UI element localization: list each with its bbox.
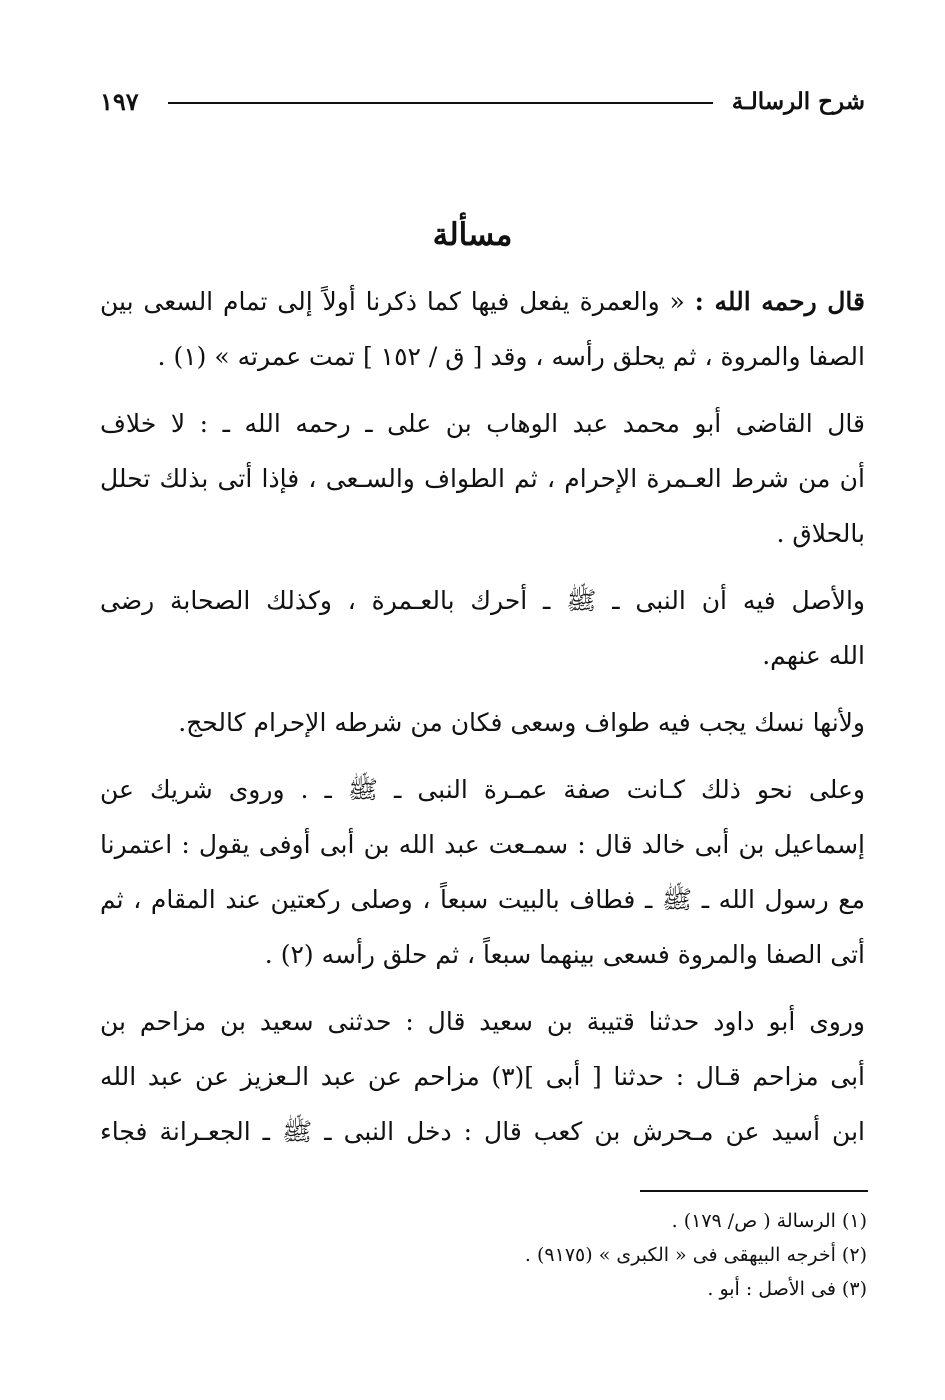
paragraph-5 <box>100 762 865 982</box>
paragraph-line: وعلى نحو ذلك كـانت صفة عمـرة النبى ـ ﷺ ـ . وروى شريك عن <box>100 775 865 804</box>
running-title: شرح الرسالـة <box>731 88 865 115</box>
footnote-separator <box>640 1190 868 1192</box>
paragraph-line <box>100 274 865 329</box>
paragraph-line: والأصل فيه أن النبى ـ ﷺ ـ أحرك بالعـمرة ، وكذلك الصحابة رضى <box>100 586 865 615</box>
paragraph-line: الصفا والمروة ، ثم يحلق رأسه ، وقد [ ق / ١٥٢ ] تمت عمرته » (١) . <box>157 342 865 371</box>
paragraph-line: ابن أسيد عن مـحرش بن كعب قال : دخل النبى ـ ﷺ ـ الجعـرانة فجاء <box>100 1117 865 1146</box>
paragraph-line: وروى أبو داود حدثنا قتيبة بن سعيد قال : حدثنى سعيد بن مزاحم بن <box>100 1007 865 1036</box>
paragraph-3 <box>100 573 865 683</box>
paragraph-6 <box>100 994 865 1159</box>
quote-text: « والعمرة يفعل فيها كما ذكرنا أولاً إلى تمام السعى بين <box>100 287 685 316</box>
running-header <box>100 82 865 122</box>
paragraph-line: ولأنها نسك يجب فيه طواف وسعى فكان من شرطه الإحرام كالحج. <box>178 708 865 737</box>
paragraph-line: أن من شرط العـمرة الإحرام ، ثم الطواف والسـعى ، فإذا أتى بذلك تحلل <box>100 464 865 493</box>
body-text <box>100 274 865 1171</box>
header-rule <box>168 102 713 104</box>
paragraph-line: أتى الصفا والمروة فسعى بينهما سبعاً ، ثم حلق رأسه (٢) . <box>264 940 865 969</box>
paragraph-1 <box>100 274 865 384</box>
paragraph-line: مع رسول الله ـ ﷺ ـ فطاف بالبيت سبعاً ، وصلى ركعتين عند المقام ، ثم <box>100 885 865 914</box>
footnote-1: (١) الرسالة ( ص/ ١٧٩) . <box>671 1210 867 1232</box>
paragraph-4 <box>100 695 865 750</box>
footnotes <box>107 1204 867 1306</box>
paragraph-line: الله عنهم. <box>762 641 865 670</box>
paragraph-2 <box>100 396 865 561</box>
footnote-2: (٢) أخرجه البيهقى فى « الكبرى » (٩١٧٥) . <box>524 1244 867 1266</box>
speaker-label: قال رحمه الله : <box>694 287 865 316</box>
paragraph-line: أبى مزاحم قـال : حدثنا [ أبى ](٣) مزاحم عن عبد الـعزيز عن عبد الله <box>100 1062 865 1091</box>
paragraph-line: قال القاضى أبو محمد عبد الوهاب بن على ـ رحمه الله ـ : لا خلاف <box>100 409 865 438</box>
footnote-3: (٣) فى الأصل : أبو . <box>707 1278 867 1300</box>
section-heading: مسألة <box>432 217 513 253</box>
paragraph-line: إسماعيل بن أبى خالد قال : سمـعت عبد الله بن أبى أوفى يقول : اعتمرنا <box>100 830 865 859</box>
page-number: ١٩٧ <box>100 87 139 116</box>
paragraph-line: بالحلاق . <box>776 519 865 548</box>
